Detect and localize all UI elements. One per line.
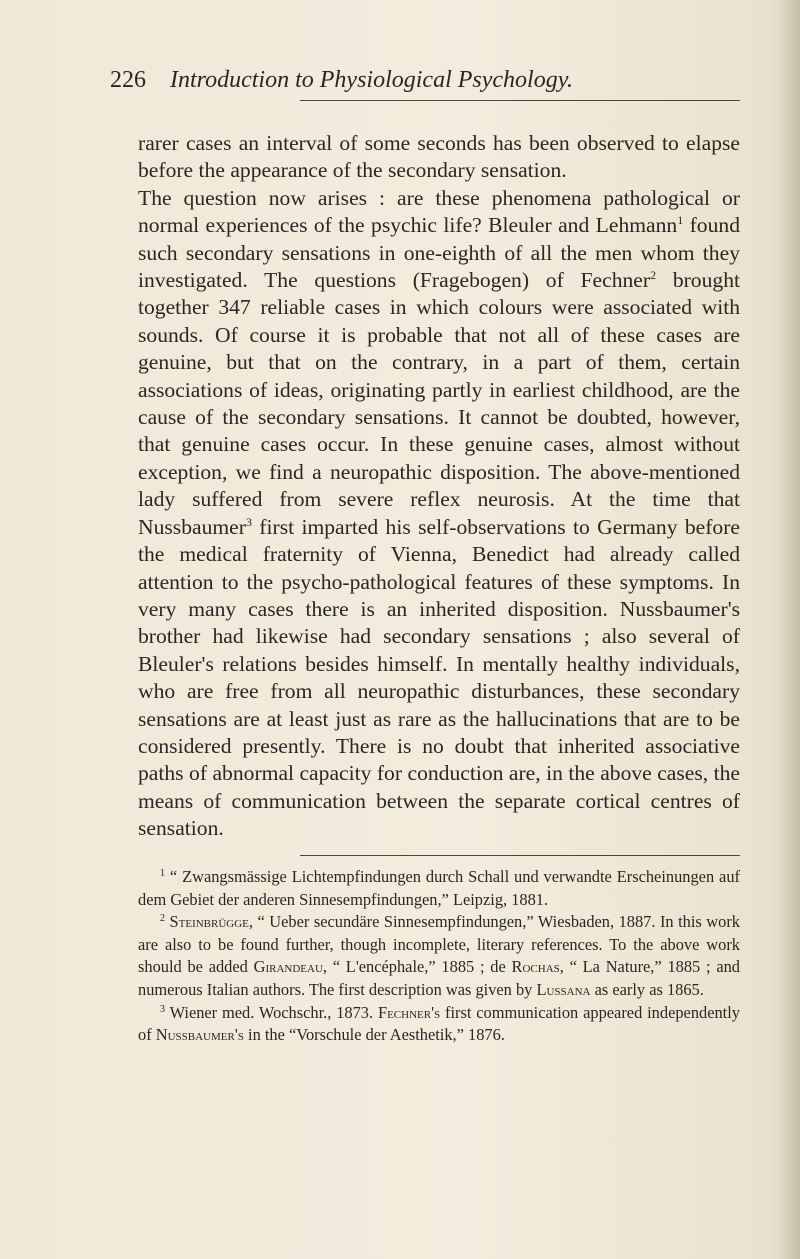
main-text (138, 130, 740, 843)
footnotes (138, 866, 740, 1047)
footnote-3-text-a: Wiener med. Wochschr., 1873. (165, 1002, 378, 1022)
paragraph-2-text-c: brought together 347 reliable cases in which colours were associated with sounds. Of course it is probable that not all of these cases are genuine, but that on the contrary, in a part of them, certain associations of ideas, originating partly in earliest childhood, are the cause of the secondary sensations. It cannot be doubted, however, that genuine cases occur. In these genuine cases, almost without exception, we find a neuropathic disposition. The above-mentioned lady suffered from severe reflex neurosis. At the time that Nussbaumer (138, 268, 740, 539)
footnote-3-author: Fechner's (377, 1002, 441, 1022)
footnote-2-author-3: Rochas, (511, 957, 564, 977)
running-header (110, 66, 670, 94)
page-edge-shadow (778, 0, 800, 1259)
footnote-2-author: Steinbrügge, (169, 912, 253, 932)
footnote-2-author-2: Girandeau, (253, 957, 327, 977)
header-rule (300, 100, 740, 101)
paragraph-2-text-a: The question now arises : are these phenomena pathological or normal experiences of the psychic life? Bleuler and Lehmann (138, 185, 740, 238)
footnote-ref-1: 1 (677, 213, 684, 228)
paragraph-1 (138, 130, 740, 185)
footnote-1-mark: 1 (160, 868, 165, 879)
footnote-2-text-d: as early as 1865. (590, 979, 704, 999)
footnote-ref-3: 3 (245, 514, 252, 529)
footnote-2-mark: 2 (160, 913, 165, 925)
paragraph-2-text-d: first imparted his self-observations to Germany before the medical fraternity of Vienna, Benedict had already called attention to the psycho-pathological features of these symptoms. In very many cases there is an inherited disposition. Nussbaumer's brother had likewise had secondary sensations ; also several of Bleuler's relations besides himself. In mentally healthy individuals, who are free from all neuropathic disturbances, these secondary sensations are at least just as rare as the hallucinations that are to be considered presently. There is no doubt that inherited associative paths of abnormal capacity for conduction are, in the above cases, the means of communication between the separate cortical centres of sensation. (138, 514, 740, 841)
footnote-3-text-b: first communication appeared independently of (138, 1002, 740, 1045)
footnote-2-text-b: “ L'encéphale,” 1885 ; de (327, 957, 512, 977)
running-title: Introduction to Physiological Psychology. (170, 67, 574, 93)
paragraph-1-text: rarer cases an interval of some seconds has been observed to elapse before the appearance of the secondary sensation. (138, 131, 740, 183)
paragraph-2 (138, 185, 740, 843)
page-number: 226 (110, 67, 146, 93)
footnote-3-text-c: in the “Vorschule der Aesthetik,” 1876. (243, 1025, 505, 1045)
footnote-1 (138, 866, 740, 911)
paragraph-2-text-b: found such secondary sensations in one-eighth of all the men whom they investigated. The questions (Fragebogen) of Fechner (138, 213, 740, 293)
footnote-3 (138, 1002, 740, 1047)
footnote-2-text-c: “ La Nature,” 1885 ; and numerous Italian authors. The first description was given by (138, 957, 740, 999)
footnote-ref-2: 2 (650, 268, 657, 283)
footnote-2 (138, 911, 740, 1001)
footnote-3-author-2: Nussbaumer's (155, 1025, 244, 1045)
footnote-3-mark: 3 (160, 1003, 165, 1015)
footnote-1-text: “ Zwangsmässige Lichtempfindungen durch Schall und verwandte Erscheinungen auf dem Gebiet der anderen Sinnesempfindungen,” Leipzig, 1881. (138, 867, 740, 909)
footnote-rule (300, 855, 740, 856)
footnote-2-author-4: Lussana (536, 979, 591, 999)
footnote-2-text-a: “ Ueber secundäre Sinnesempfindungen,” Wiesbaden, 1887. In this work are also to be found further, though incomplete, literary references. To the above work should be added (138, 912, 740, 977)
